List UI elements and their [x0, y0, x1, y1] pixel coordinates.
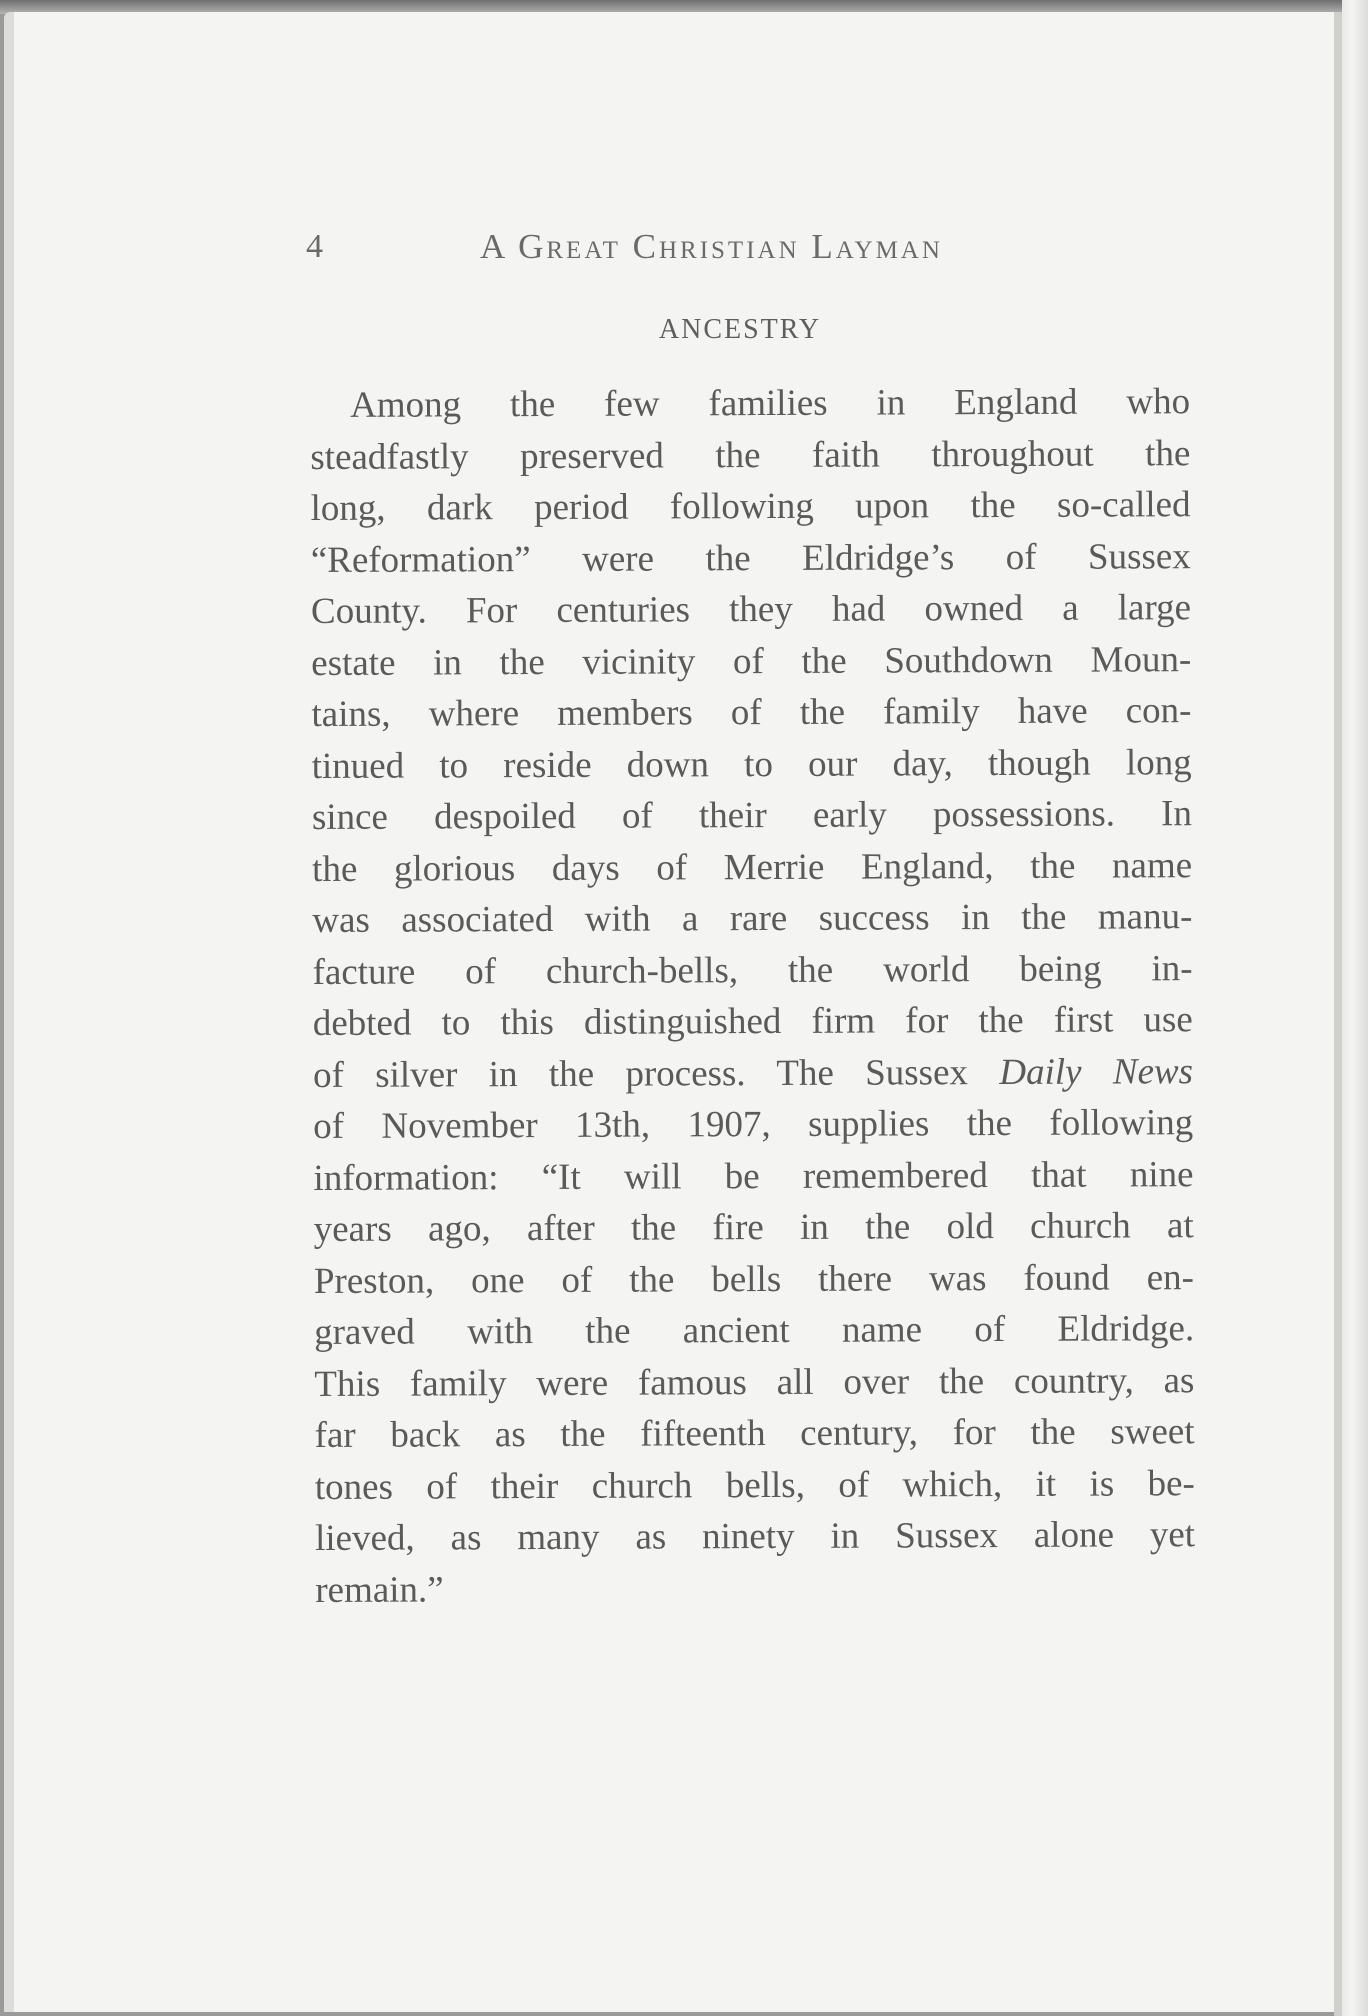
- text-line: facture of church-bells, the world being in-: [312, 947, 1193, 993]
- text-line: tains, where members of the family have con-: [311, 690, 1192, 735]
- text-line: steadfastly preserved the faith throughout the: [310, 432, 1191, 478]
- text-line: debted to this distinguished firm for the first use: [312, 999, 1193, 1044]
- text-line: “Reformation” were the Eldridge’s of Sussex: [310, 535, 1191, 581]
- text-line: the glorious days of Merrie England, the name: [312, 844, 1193, 890]
- text-line: far back as the fifteenth century, for the sweet: [314, 1411, 1195, 1456]
- body-paragraph: [310, 376, 1195, 1616]
- running-title: A Great Christian Layman: [480, 227, 943, 266]
- text-line: tones of their church bells, of which, it is be-: [314, 1462, 1195, 1508]
- text-line: was associated with a rare success in the manu-: [312, 896, 1193, 941]
- text-line: lieved, as many as ninety in Sussex alone yet: [314, 1514, 1196, 1559]
- page-number: 4: [306, 228, 323, 265]
- text-line: Preston, one of the bells there was found en-: [313, 1256, 1195, 1302]
- section-heading: ANCESTRY: [658, 314, 822, 345]
- text-line: Among the few families in England who: [350, 381, 1191, 426]
- text-line: This family were famous all over the country, as: [314, 1359, 1195, 1405]
- text-line: graved with the ancient name of Eldridge.: [314, 1308, 1195, 1353]
- text-line: since despoiled of their early possessions. In: [311, 793, 1192, 838]
- text-line: estate in the vicinity of the Southdown Moun-: [311, 638, 1192, 684]
- text-line: long, dark period following upon the so-called: [310, 484, 1191, 529]
- text-line: years ago, after the fire in the old church at: [313, 1205, 1194, 1250]
- newspaper-title: Daily News: [999, 1050, 1194, 1093]
- text-line-last: remain.”: [315, 1568, 444, 1611]
- running-head: [300, 225, 1020, 269]
- text-line-with-italic-title: [313, 1046, 1193, 1101]
- text-line-start: of silver in the process. The Sussex: [312, 1051, 969, 1096]
- next-page-edge: [1342, 0, 1368, 2016]
- text-line: tinued to reside down to our day, though long: [311, 741, 1192, 787]
- text-line: information: “It will be remembered that nine: [313, 1153, 1194, 1199]
- text-line: County. For centuries they had owned a large: [310, 587, 1192, 632]
- text-line: of November 13th, 1907, supplies the following: [313, 1102, 1194, 1147]
